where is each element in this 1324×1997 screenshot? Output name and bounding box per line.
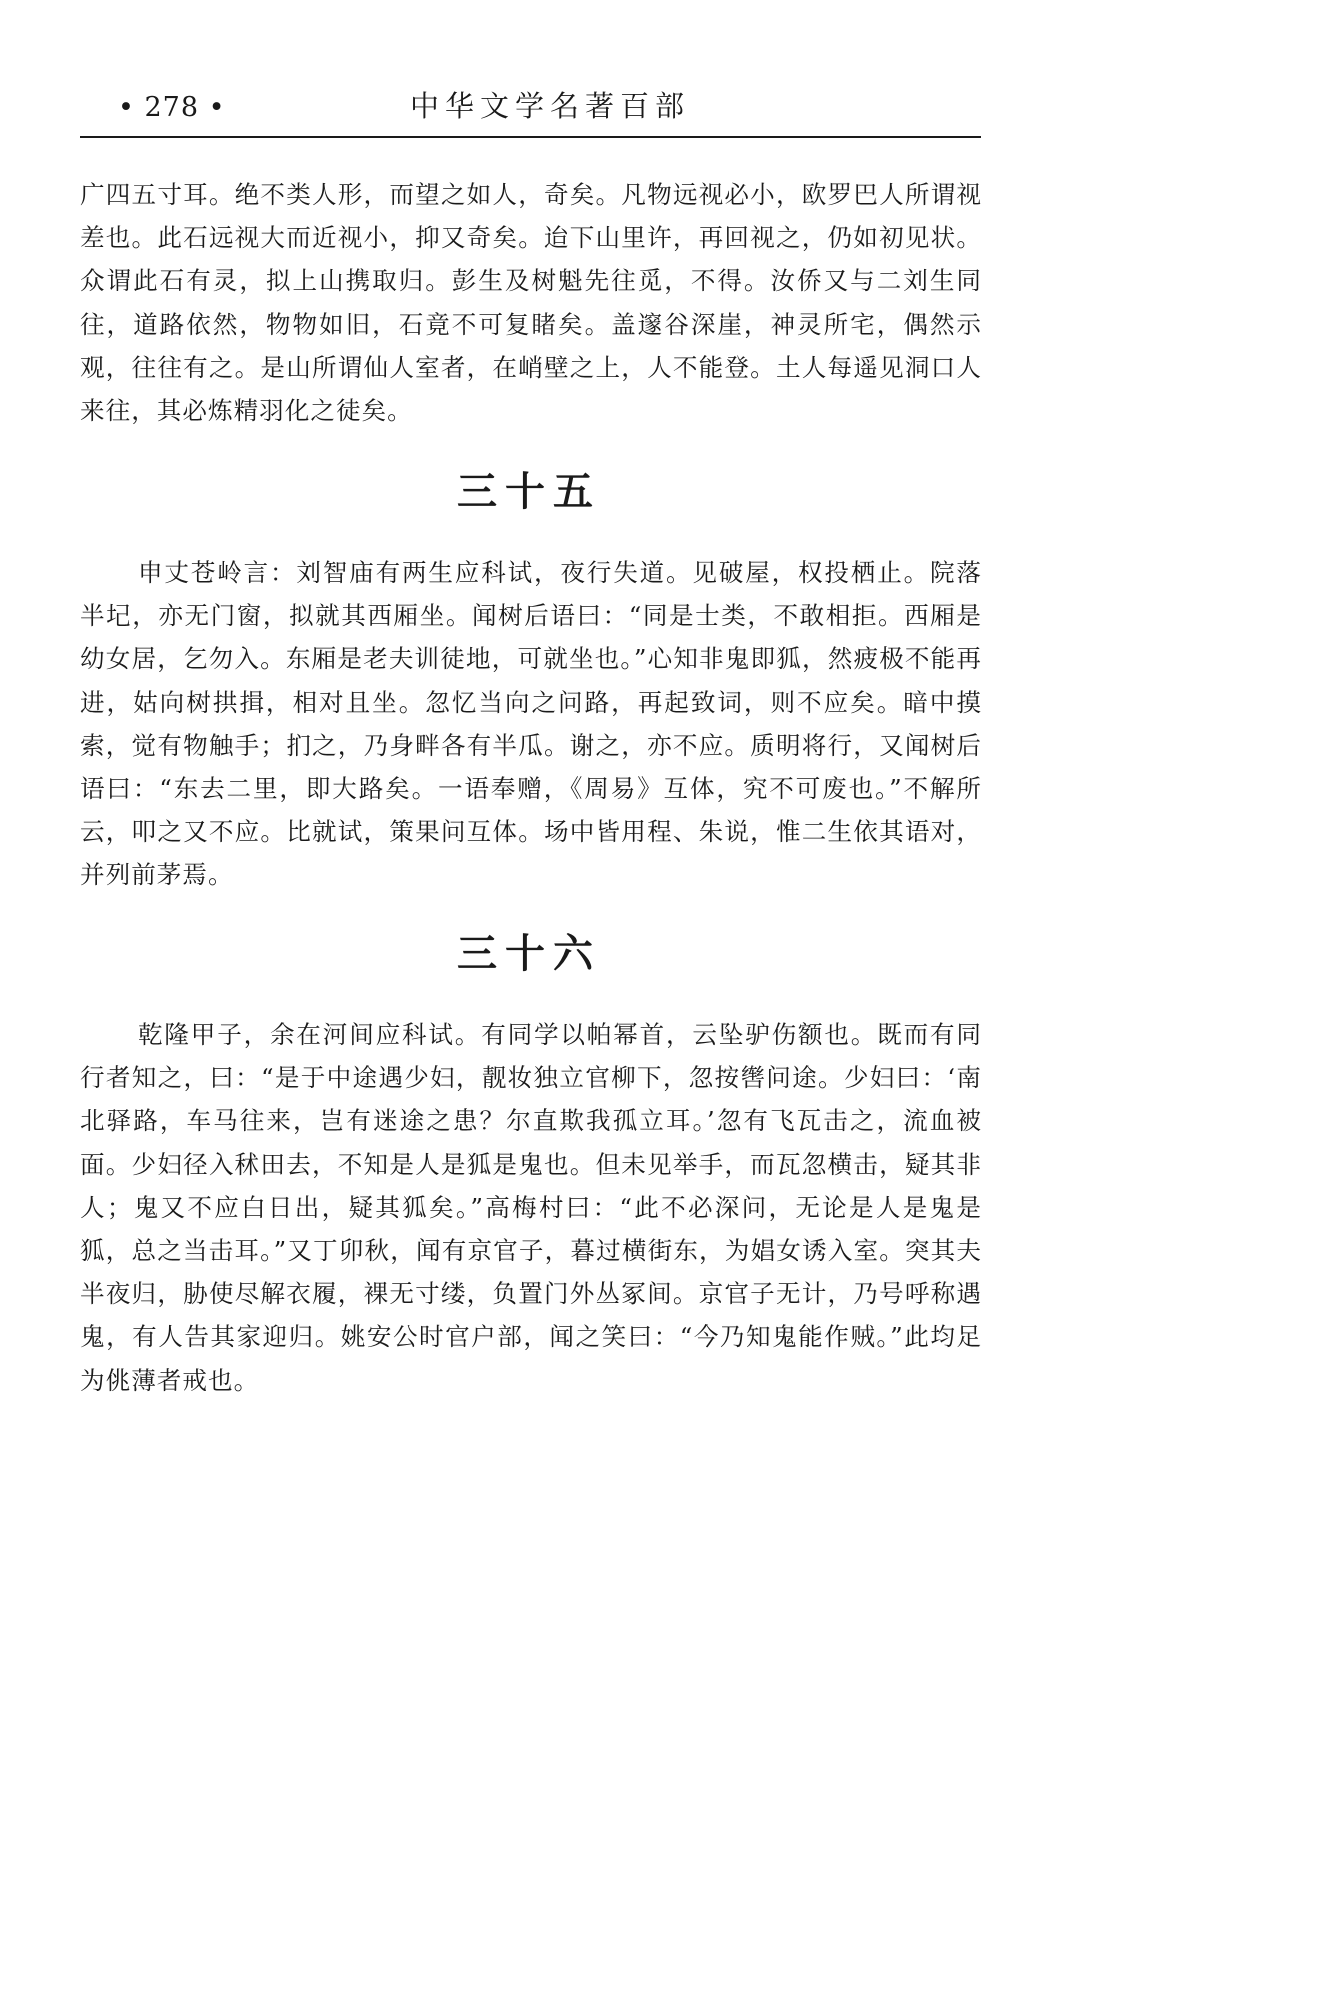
running-title: 中华文学名著百部 xyxy=(410,89,691,123)
header-divider xyxy=(80,136,981,138)
page-header xyxy=(80,82,980,138)
section-heading-35: 三十五 xyxy=(457,468,601,515)
page-number: • 278 • xyxy=(118,92,226,123)
section-heading-36: 三十六 xyxy=(457,930,601,977)
opening-paragraph: 广四五寸耳。绝不类人形，而望之如人，奇矣。凡物远视必小，欧罗巴人所谓视差也。此石远视大而近视小，抑又奇矣。迨下山里许，再回视之，仍如初见状。众谓此石有灵，拟上山携取归。彭生及树魁先往觅，不得。汝侨又与二刘生同往，道路依然，物物如旧，石竟不可复睹矣。盖邃谷深崖，神灵所宅，偶然示观，往往有之。是山所谓仙人室者，在峭壁之上，人不能登。土人每遥见洞口人来往，其必炼精羽化之徒矣。 xyxy=(80,180,982,426)
section-35-paragraph: 申丈苍岭言：刘智庙有两生应科试，夜行失道。见破屋，权投栖止。院落半圮，亦无门窗，拟就其西厢坐。闻树后语曰：“同是士类，不敢相拒。西厢是幼女居，乞勿入。东厢是老夫训徒地，可就坐也。”心知非鬼即狐，然疲极不能再进，姑向树拱揖，相对且坐。忽忆当向之问路，再起致词，则不应矣。暗中摸索，觉有物触手；扪之，乃身畔各有半瓜。谢之，亦不应。质明将行，又闻树后语曰：“东去二里，即大路矣。一语奉赠，《周易》互体，究不可废也。”不解所云，叩之又不应。比就试，策果问互体。场中皆用程、朱说，惟二生依其语对，并列前茅焉。 xyxy=(80,558,982,890)
section-36-paragraph: 乾隆甲子，余在河间应科试。有同学以帕幂首，云坠驴伤额也。既而有同行者知之，曰：“是于中途遇少妇，靓妆独立官柳下，忽按辔问途。少妇曰：‘南北驿路，车马往来，岂有迷途之患？尔直欺我孤立耳。’忽有飞瓦击之，流血被面。少妇径入秫田去，不知是人是狐是鬼也。但未见举手，而瓦忽横击，疑其非人；鬼又不应白日出，疑其狐矣。”高梅村曰：“此不必深问，无论是人是鬼是狐，总之当击耳。”又丁卯秋，闻有京官子，暮过横街东，为娼女诱入室。突其夫半夜归，胁使尽解衣履，裸无寸缕，负置门外丛冢间。京官子无计，乃号呼称遇鬼，有人告其家迎归。姚安公时官户部，闻之笑曰：“今乃知鬼能作贼。”此均足为佻薄者戒也。 xyxy=(80,1020,982,1395)
